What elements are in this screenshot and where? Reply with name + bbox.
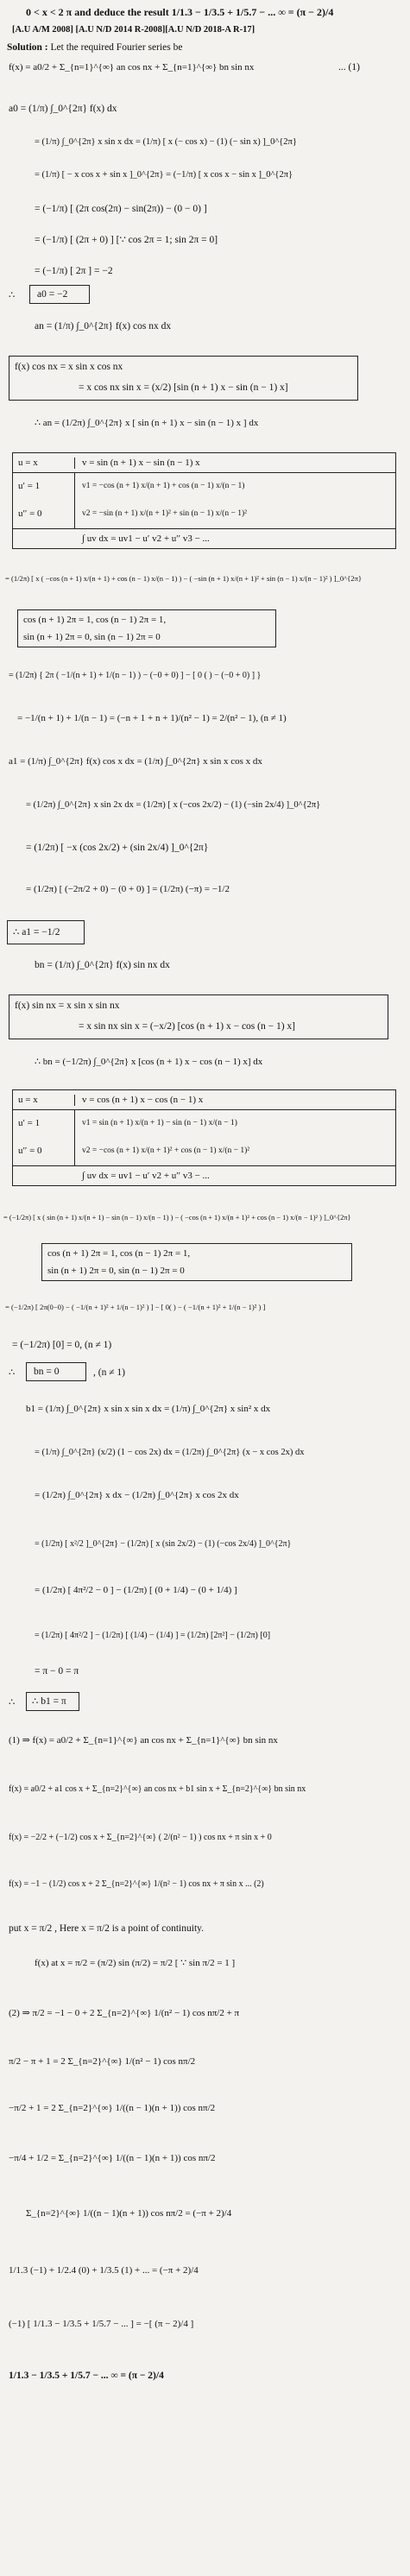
a0-step1: a0 = (1/π) ∫_0^{2π} f(x) dx	[9, 104, 117, 114]
deduce-step3: −π/2 + 1 = 2 Σ_{n=2}^{∞} 1/((n − 1)(n + 1)) cos nπ/2	[9, 2103, 216, 2113]
tbl2-footer	[13, 1165, 395, 1185]
bn-step4: = (−1/2π) [ 2π(0−0) − ( −1/(n + 1)² + 1/(n − 1)² ) ] − [ 0( ) − ( −1/(n + 1)² + 1/(n − 1)² ) ]	[5, 1303, 266, 1311]
a0-step5: = (−1/π) [ (2π + 0) ] [∵ cos 2π = 1; sin 2π = 0]	[35, 235, 218, 245]
fx-cos-line1: f(x) cos nx = x sin x cos nx	[15, 362, 123, 372]
bn-result-box	[26, 1362, 86, 1381]
bn-step2: ∴ bn = (−1/2π) ∫_0^{2π} x [cos (n + 1) x − cos (n − 1) x] dx	[35, 1057, 263, 1067]
deduce-step1: (2) ⇒ π/2 = −1 − 0 + 2 Σ_{n=2}^{∞} 1/(n² − 1) cos nπ/2 + π	[9, 2008, 240, 2018]
bn-step1: bn = (1/π) ∫_0^{2π} f(x) sin nx dx	[35, 960, 170, 970]
deduce-step5: Σ_{n=2}^{∞} 1/((n − 1)(n + 1)) cos nπ/2 = (−π + 2)/4	[26, 2208, 232, 2219]
a0-step4: = (−1/π) [ (2π cos(2π) − sin(2π)) − (0 − 0) ]	[35, 204, 207, 214]
an-step4: = (1/2π) { 2π ( −1/(n + 1) + 1/(n − 1) ) − (−0 + 0) ] − [ 0 ( ) − (−0 + 0) ] }	[9, 671, 262, 680]
tbl2-v: v = cos (n + 1) x − cos (n − 1) x	[82, 1094, 204, 1105]
an-step1: an = (1/π) ∫_0^{2π} f(x) cos nx dx	[35, 321, 172, 331]
a1-result-box	[7, 920, 85, 944]
substitute-step3: f(x) = −2/2 + (−1/2) cos x + Σ_{n=2}^{∞} ( 2/(n² − 1) ) cos nx + π sin x + 0	[9, 1833, 272, 1842]
put-x-line: put x = π/2 , Here x = π/2 is a point of continuity.	[9, 1923, 205, 1934]
therefore-b1: ∴	[9, 1697, 16, 1708]
tbl2-row-0	[13, 1090, 395, 1110]
fx-cos-line2: = x cos nx sin x = (x/2) [sin (n + 1) x − sin (n − 1) x]	[79, 382, 288, 393]
a0-result: a0 = −2	[37, 289, 68, 300]
a0-result-box	[29, 285, 90, 304]
b1-step3: = (1/2π) ∫_0^{2π} x dx − (1/2π) ∫_0^{2π} x cos 2x dx	[35, 1490, 239, 1500]
fx-sin-line1: f(x) sin nx = x sin x sin nx	[15, 1001, 120, 1011]
bn-condition: , (n ≠ 1)	[93, 1367, 125, 1378]
tbl2-row-1	[13, 1110, 395, 1136]
tbl1-v2: v2 = −sin (n + 1) x/(n + 1)² + sin (n − 1) x/(n − 1)²	[82, 508, 247, 518]
solution-label: Solution :	[7, 42, 48, 53]
an-step3: = (1/2π) [ x ( −cos (n + 1) x/(n + 1) + cos (n − 1) x/(n − 1) ) − ( −sin (n + 1) x/(n + 1)² + sin (n − 1) x/(n − 1)² ) ]_0^{2π}	[5, 574, 363, 583]
trig1-line2: sin (n + 1) 2π = 0, sin (n − 1) 2π = 0	[23, 632, 161, 642]
an-step5: = −1/(n + 1) + 1/(n − 1) = (−n + 1 + n + 1)/(n² − 1) = 2/(n² − 1), (n ≠ 1)	[17, 713, 287, 723]
fx-cos-box	[9, 356, 358, 401]
tbl2-u: u = x	[13, 1095, 75, 1106]
tbl1-footer	[13, 528, 395, 548]
tbl1-row-2	[13, 499, 395, 528]
b1-step6: = (1/2π) [ 4π²/2 ] − (1/2π) [ (1/4) − (1/4) ] = (1/2π) [2π²] − (1/2π) [0]	[35, 1631, 271, 1640]
tbl2-row-2	[13, 1136, 395, 1165]
deduce-step2: π/2 − π + 1 = 2 Σ_{n=2}^{∞} 1/(n² − 1) cos nπ/2	[9, 2056, 196, 2067]
fx-sin-line2: = x sin nx sin x = (−x/2) [cos (n + 1) x − cos (n − 1) x]	[79, 1021, 295, 1032]
tbl1-v: v = sin (n + 1) x − sin (n − 1) x	[82, 457, 200, 468]
integration-table-1	[12, 452, 396, 549]
substitute-step2: f(x) = a0/2 + a1 cos x + Σ_{n=2}^{∞} an cos nx + b1 sin x + Σ_{n=2}^{∞} bn sin nx	[9, 1784, 306, 1794]
bn-step5: = (−1/2π) [0] = 0, (n ≠ 1)	[12, 1340, 112, 1350]
final-result: 1/1.3 − 1/3.5 + 1/5.7 − ... ∞ = (π − 2)/4	[9, 2371, 164, 2381]
tbl1-row-0	[13, 453, 395, 473]
exam-references: [A.U A/M 2008] [A.U N/D 2014 R-2008][A.U N/D 2018-A R-17]	[12, 25, 255, 35]
continuity-line: f(x) at x = π/2 = (π/2) sin (π/2) = π/2 [ ∵ sin π/2 = 1 ]	[35, 1958, 236, 1968]
a0-step3: = (1/π) [ − x cos x + sin x ]_0^{2π} = (−1/π) [ x cos x − sin x ]_0^{2π}	[35, 170, 293, 180]
fourier-series-def: f(x) = a0/2 + Σ_{n=1}^{∞} an cos nx + Σ_{n=1}^{∞} bn sin nx	[9, 62, 255, 73]
b1-step5: = (1/2π) [ 4π²/2 − 0 ] − (1/2π) [ (0 + 1/4) − (0 + 1/4) ]	[35, 1585, 237, 1595]
solution-intro	[7, 42, 182, 54]
therefore-bn: ∴	[9, 1367, 16, 1378]
b1-step7: = π − 0 = π	[35, 1666, 79, 1676]
bn-step3: = (−1/2π) [ x ( sin (n + 1) x/(n + 1) − sin (n − 1) x/(n − 1) ) − ( −cos (n + 1) x/(n + 1)² + cos (n − 1) x/(n − 1)² ) ]_0^{2π}	[3, 1214, 351, 1222]
trig2-line2: sin (n + 1) 2π = 0, sin (n − 1) 2π = 0	[47, 1266, 185, 1276]
solution-text: Let the required Fourier series be	[50, 42, 183, 53]
tbl2-v1: v1 = sin (n + 1) x/(n + 1) − sin (n − 1) x/(n − 1)	[82, 1118, 237, 1127]
tbl1-u1: u′ = 1	[13, 473, 75, 499]
eq1-tag: ... (1)	[338, 62, 360, 73]
deduce-step6: 1/1.3 (−1) + 1/2.4 (0) + 1/3.5 (1) + ... = (−π + 2)/4	[9, 2265, 199, 2276]
tbl1-u2: u′′ = 0	[13, 499, 75, 528]
fx-sin-box	[9, 994, 388, 1039]
b1-result: ∴ b1 = π	[32, 1696, 66, 1707]
deduce-step4: −π/4 + 1/2 = Σ_{n=2}^{∞} 1/((n − 1)(n + 1)) cos nπ/2	[9, 2153, 216, 2163]
tbl1-row-1	[13, 473, 395, 499]
trig1-line1: cos (n + 1) 2π = 1, cos (n − 1) 2π = 1,	[23, 615, 167, 625]
a1-step2: = (1/2π) ∫_0^{2π} x sin 2x dx = (1/2π) [ x (−cos 2x/2) − (1) (−sin 2x/4) ]_0^{2π}	[26, 800, 321, 810]
deduce-step7: (−1) [ 1/1.3 − 1/3.5 + 1/5.7 − ... ] = −[ (π − 2)/4 ]	[9, 2319, 194, 2329]
tbl1-v1: v1 = −cos (n + 1) x/(n + 1) + cos (n − 1) x/(n − 1)	[82, 481, 245, 490]
tbl2-u1: u′ = 1	[13, 1110, 75, 1136]
a1-step1: a1 = (1/π) ∫_0^{2π} f(x) cos x dx = (1/π) ∫_0^{2π} x sin x cos x dx	[9, 756, 262, 767]
substitute-step1: (1) ⇒ f(x) = a0/2 + Σ_{n=1}^{∞} an cos nx + Σ_{n=1}^{∞} bn sin nx	[9, 1735, 278, 1746]
a0-step6: = (−1/π) [ 2π ] = −2	[35, 266, 113, 276]
therefore-a0: ∴	[9, 290, 16, 300]
tbl2-footer-text: ∫ uv dx = uv1 − u′ v2 + u′′ v3 − ...	[82, 1170, 210, 1181]
a0-step2: = (1/π) ∫_0^{2π} x sin x dx = (1/π) [ x (− cos x) − (1) (− sin x) ]_0^{2π}	[35, 137, 297, 147]
tbl1-footer-text: ∫ uv dx = uv1 − u′ v2 + u′′ v3 − ...	[82, 533, 210, 544]
trig2-line1: cos (n + 1) 2π = 1, cos (n − 1) 2π = 1,	[47, 1248, 191, 1259]
integration-table-2	[12, 1089, 396, 1186]
a1-step4: = (1/2π) [ (−2π/2 + 0) − (0 + 0) ] = (1/2π) (−π) = −1/2	[26, 884, 230, 894]
tbl2-u2: u′′ = 0	[13, 1136, 75, 1165]
b1-step1: b1 = (1/π) ∫_0^{2π} x sin x sin x dx = (1/π) ∫_0^{2π} x sin² x dx	[26, 1404, 271, 1414]
trig-values-box-1	[17, 609, 276, 647]
tbl2-v2: v2 = −cos (n + 1) x/(n + 1)² + cos (n − 1) x/(n − 1)²	[82, 1146, 250, 1155]
bn-result: bn = 0	[34, 1367, 60, 1377]
trig-values-box-2	[41, 1243, 352, 1281]
b1-step4: = (1/2π) [ x²/2 ]_0^{2π} − (1/2π) [ x (sin 2x/2) − (1) (−cos 2x/4) ]_0^{2π}	[35, 1539, 292, 1549]
a1-result: ∴ a1 = −1/2	[13, 927, 60, 938]
b1-result-box	[26, 1692, 79, 1711]
b1-step2: = (1/π) ∫_0^{2π} (x/2) (1 − cos 2x) dx = (1/2π) ∫_0^{2π} (x − x cos 2x) dx	[35, 1448, 305, 1457]
an-step2: ∴ an = (1/2π) ∫_0^{2π} x [ sin (n + 1) x − sin (n − 1) x ] dx	[35, 418, 259, 428]
problem-title: 0 < x < 2 π and deduce the result 1/1.3 − 1/3.5 + 1/5.7 − ... ∞ = (π − 2)/4	[26, 6, 334, 18]
tbl1-u: u = x	[13, 458, 75, 469]
substitute-step4: f(x) = −1 − (1/2) cos x + 2 Σ_{n=2}^{∞} 1/(n² − 1) cos nx + π sin x ... (2)	[9, 1879, 264, 1889]
a1-step3: = (1/2π) [ −x (cos 2x/2) + (sin 2x/4) ]_0^{2π}	[26, 843, 209, 853]
